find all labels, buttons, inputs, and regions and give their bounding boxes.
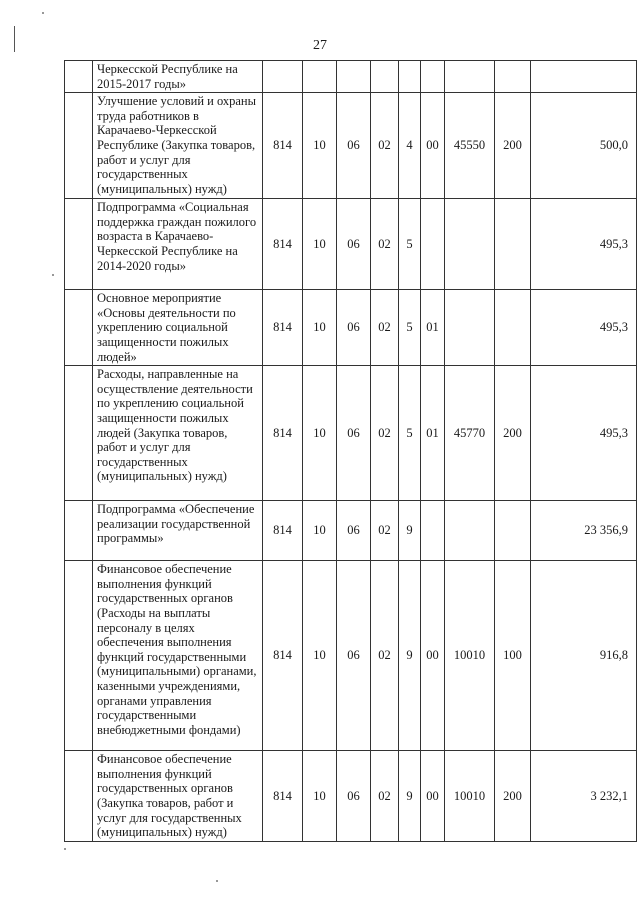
scan-speck (52, 274, 54, 276)
expense-type-code-cell (495, 61, 531, 93)
amount-cell: 916,8 (531, 561, 637, 751)
budget-table-body (65, 61, 637, 842)
expense-name-cell: Расходы, направленные на осуществление деятельности по укреплению социальной защищенности пожилых людей (Закупка товаров, работ и услуг для государственных (муниципальных) нужд) (93, 366, 263, 501)
direction-code-cell (445, 61, 495, 93)
table-row (65, 501, 637, 561)
row-index-cell (65, 751, 93, 842)
amount-cell: 3 232,1 (531, 751, 637, 842)
scan-speck (216, 880, 218, 882)
row-index-cell (65, 93, 93, 199)
direction-code-cell (445, 290, 495, 366)
section-code-cell: 10 (303, 93, 337, 199)
ministry-code-cell: 814 (263, 751, 303, 842)
subsection-code-cell (337, 61, 371, 93)
measure-code-cell: 01 (421, 366, 445, 501)
expense-type-code-cell (495, 501, 531, 561)
subprogram-code-cell: 9 (399, 501, 421, 561)
expense-name-cell: Подпрограмма «Обеспечение реализации государственной программы» (93, 501, 263, 561)
row-index-cell (65, 501, 93, 561)
row-index-cell (65, 290, 93, 366)
expense-type-code-cell (495, 199, 531, 290)
program-code-cell: 02 (371, 751, 399, 842)
direction-code-cell (445, 199, 495, 290)
measure-code-cell (421, 501, 445, 561)
subsection-code-cell: 06 (337, 366, 371, 501)
table-row (65, 561, 637, 751)
direction-code-cell (445, 501, 495, 561)
subsection-code-cell: 06 (337, 199, 371, 290)
subsection-code-cell: 06 (337, 561, 371, 751)
program-code-cell: 02 (371, 199, 399, 290)
row-index-cell (65, 199, 93, 290)
ministry-code-cell: 814 (263, 501, 303, 561)
subprogram-code-cell: 5 (399, 366, 421, 501)
subprogram-code-cell: 5 (399, 290, 421, 366)
measure-code-cell: 01 (421, 290, 445, 366)
ministry-code-cell: 814 (263, 199, 303, 290)
table-row (65, 366, 637, 501)
ministry-code-cell: 814 (263, 93, 303, 199)
budget-table-container (64, 60, 636, 842)
amount-cell: 495,3 (531, 290, 637, 366)
measure-code-cell: 00 (421, 561, 445, 751)
measure-code-cell (421, 199, 445, 290)
measure-code-cell (421, 61, 445, 93)
row-index-cell (65, 561, 93, 751)
expense-name-cell: Черкесской Республике на 2015-2017 годы» (93, 61, 263, 93)
section-code-cell: 10 (303, 561, 337, 751)
subsection-code-cell: 06 (337, 751, 371, 842)
ministry-code-cell: 814 (263, 561, 303, 751)
subprogram-code-cell: 9 (399, 751, 421, 842)
subprogram-code-cell: 5 (399, 199, 421, 290)
page-number: 27 (313, 38, 327, 53)
direction-code-cell: 10010 (445, 561, 495, 751)
program-code-cell: 02 (371, 366, 399, 501)
amount-cell: 500,0 (531, 93, 637, 199)
expense-name-cell: Улучшение условий и охраны труда работников в Карачаево-Черкесской Республике (Закупка товаров, работ и услуг для государственных (муниципальных) нужд) (93, 93, 263, 199)
expense-type-code-cell (495, 290, 531, 366)
expense-type-code-cell: 100 (495, 561, 531, 751)
amount-cell: 495,3 (531, 199, 637, 290)
subprogram-code-cell (399, 61, 421, 93)
program-code-cell: 02 (371, 561, 399, 751)
expense-name-cell: Финансовое обеспечение выполнения функций государственных органов (Закупка товаров, работ и услуг для государственных (муниципальных) нужд) (93, 751, 263, 842)
subsection-code-cell: 06 (337, 290, 371, 366)
section-code-cell: 10 (303, 290, 337, 366)
ministry-code-cell (263, 61, 303, 93)
expense-type-code-cell: 200 (495, 366, 531, 501)
measure-code-cell: 00 (421, 751, 445, 842)
row-index-cell (65, 61, 93, 93)
ministry-code-cell: 814 (263, 290, 303, 366)
section-code-cell: 10 (303, 366, 337, 501)
amount-cell: 23 356,9 (531, 501, 637, 561)
table-row (65, 93, 637, 199)
section-code-cell: 10 (303, 199, 337, 290)
row-index-cell (65, 366, 93, 501)
expense-name-cell: Финансовое обеспечение выполнения функций государственных органов (Расходы на выплаты персоналу в целях обеспечения выполнения функций государственными (муниципальными) органами, казенными учреждениями, органами управления государственными внебюджетными фондами) (93, 561, 263, 751)
budget-table (64, 60, 637, 842)
direction-code-cell: 10010 (445, 751, 495, 842)
program-code-cell (371, 61, 399, 93)
subprogram-code-cell: 9 (399, 561, 421, 751)
program-code-cell: 02 (371, 501, 399, 561)
table-row (65, 199, 637, 290)
amount-cell (531, 61, 637, 93)
subsection-code-cell: 06 (337, 93, 371, 199)
measure-code-cell: 00 (421, 93, 445, 199)
amount-cell: 495,3 (531, 366, 637, 501)
program-code-cell: 02 (371, 290, 399, 366)
table-row (65, 61, 637, 93)
section-code-cell (303, 61, 337, 93)
subsection-code-cell: 06 (337, 501, 371, 561)
expense-name-cell: Подпрограмма «Социальная поддержка граждан пожилого возраста в Карачаево-Черкесской Республике на 2014-2020 годы» (93, 199, 263, 290)
table-row (65, 290, 637, 366)
expense-name-cell: Основное мероприятие «Основы деятельности по укреплению социальной защищенности пожилых людей» (93, 290, 263, 366)
scan-speck (64, 848, 66, 850)
table-row (65, 751, 637, 842)
expense-type-code-cell: 200 (495, 93, 531, 199)
section-code-cell: 10 (303, 751, 337, 842)
section-code-cell: 10 (303, 501, 337, 561)
program-code-cell: 02 (371, 93, 399, 199)
direction-code-cell: 45550 (445, 93, 495, 199)
scan-speck (42, 12, 44, 14)
subprogram-code-cell: 4 (399, 93, 421, 199)
expense-type-code-cell: 200 (495, 751, 531, 842)
ministry-code-cell: 814 (263, 366, 303, 501)
direction-code-cell: 45770 (445, 366, 495, 501)
